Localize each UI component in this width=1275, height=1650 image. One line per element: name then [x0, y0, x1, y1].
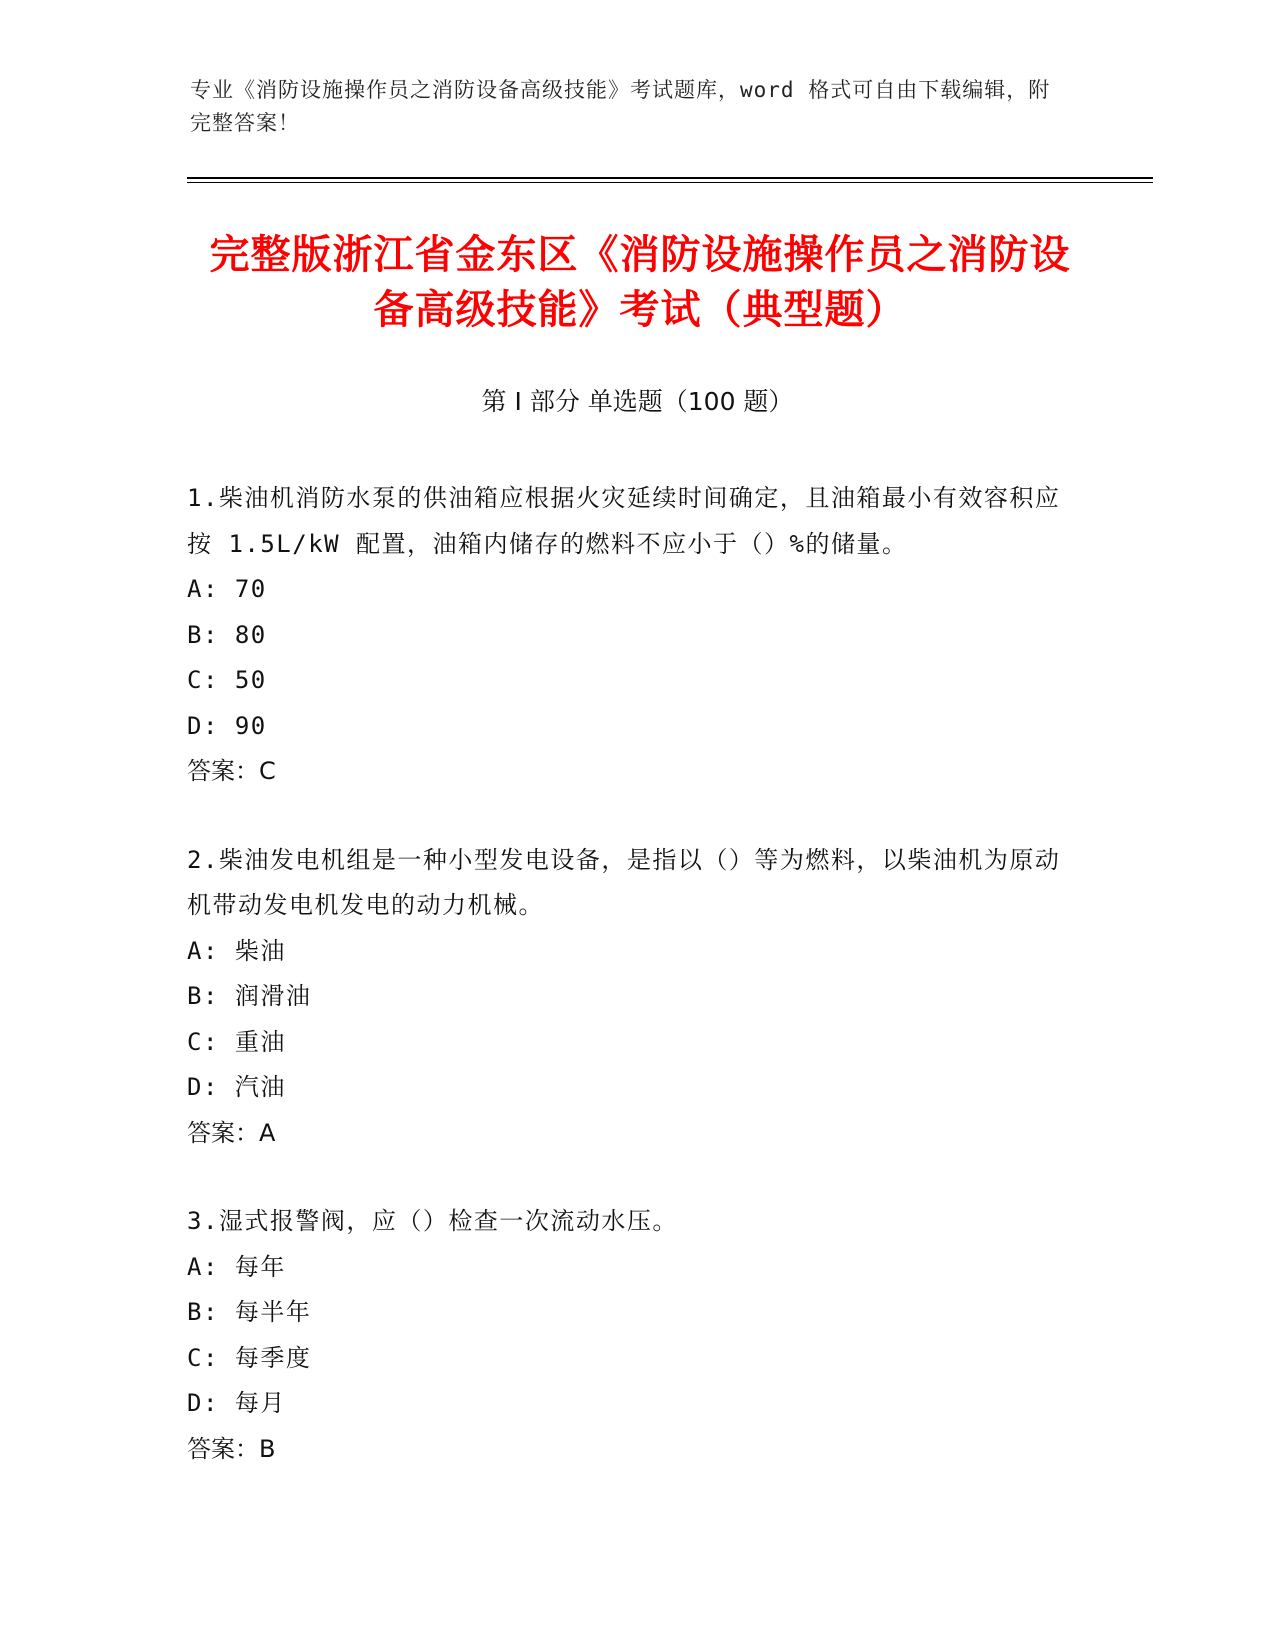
- question-stem: 1.柴油机消防水泵的供油箱应根据火灾延续时间确定，且油箱最小有效容积应按 1.5L/kW 配置，油箱内储存的燃料不应小于（）%的储量。: [187, 484, 1061, 558]
- section-title: 第 I 部分 单选题（100 题）: [481, 387, 794, 416]
- header-divider-thin: [187, 182, 1153, 183]
- option-d: D: 汽油: [187, 1073, 286, 1101]
- option-c: C: 重油: [187, 1027, 286, 1056]
- option-d: D: 每月: [187, 1389, 286, 1417]
- option-b: B: 润滑油: [187, 982, 312, 1010]
- option-a: A: 每年: [187, 1252, 286, 1281]
- question-item: [187, 838, 1077, 1157]
- question-item: [187, 476, 1077, 795]
- option-b: B: 每半年: [187, 1298, 312, 1326]
- answer-line: 答案：B: [187, 1434, 276, 1463]
- question-list: [187, 476, 1077, 1515]
- option-b: B: 80: [187, 620, 267, 649]
- option-a: A: 70: [187, 575, 267, 603]
- answer-line: 答案：C: [187, 757, 276, 785]
- header-divider-thick: [187, 177, 1153, 179]
- question-item: [187, 1199, 1077, 1472]
- answer-line: 答案：A: [187, 1118, 276, 1147]
- option-c: C: 每季度: [187, 1343, 312, 1372]
- document-title: 完整版浙江省金东区《消防设施操作员之消防设备高级技能》考试（典型题）: [209, 232, 1071, 333]
- option-c: C: 50: [187, 666, 267, 694]
- option-a: A: 柴油: [187, 936, 286, 965]
- header-note: 专业《消防设施操作员之消防设备高级技能》考试题库，word 格式可自由下载编辑，附完整答案！: [190, 78, 1051, 135]
- question-stem: 3.湿式报警阀，应（）检查一次流动水压。: [187, 1207, 678, 1235]
- question-stem: 2.柴油发电机组是一种小型发电设备，是指以（）等为燃料，以柴油机为原动机带动发电机发电的动力机械。: [187, 845, 1061, 919]
- option-d: D: 90: [187, 711, 267, 740]
